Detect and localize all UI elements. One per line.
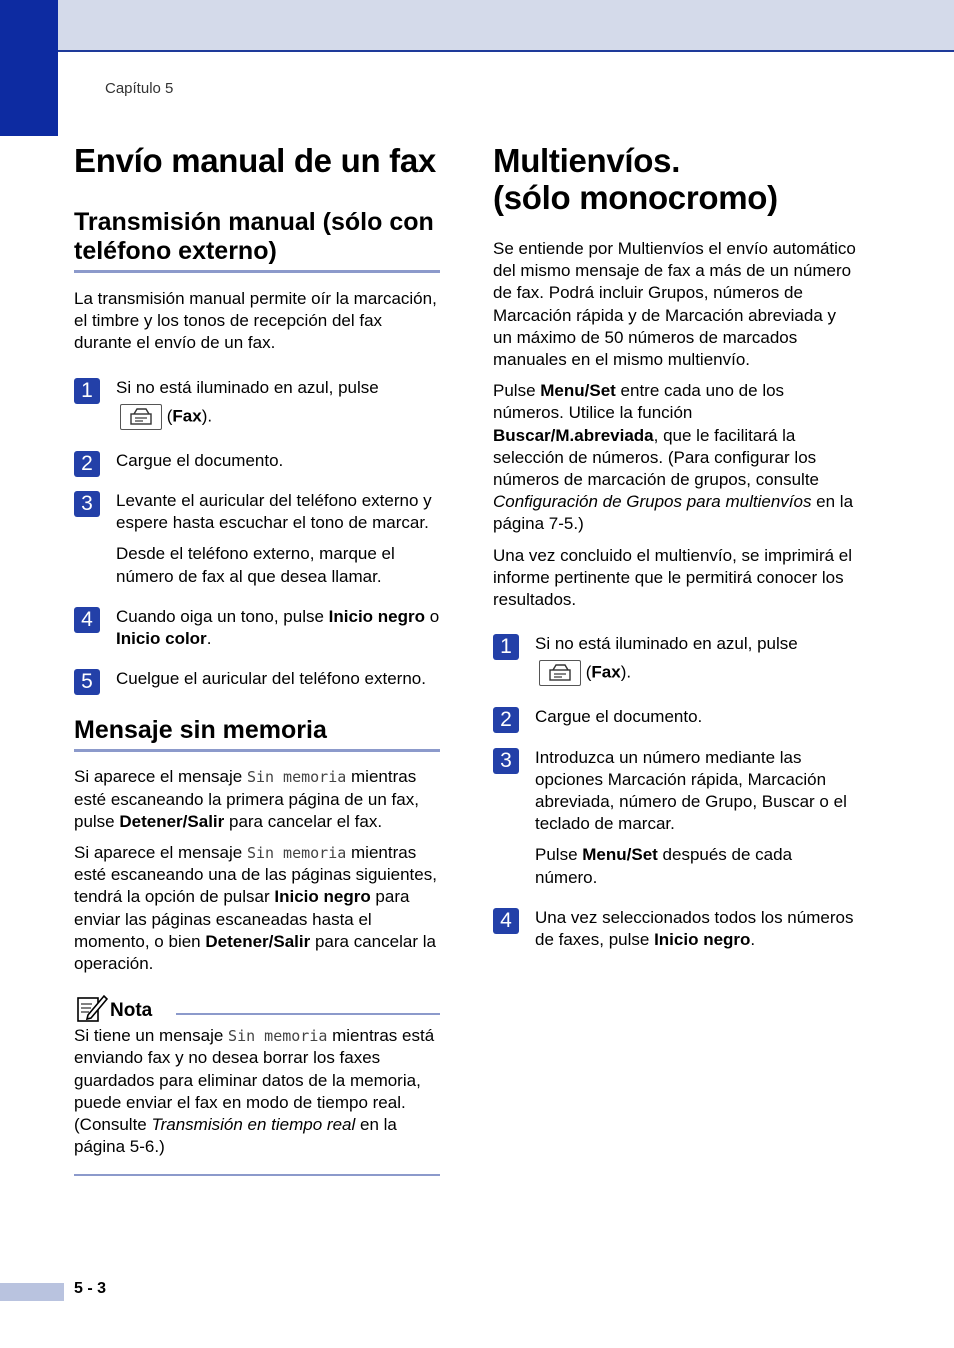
section-heading-out-of-memory: Mensaje sin memoria xyxy=(74,716,440,752)
section-heading-manual-transmission: Transmisión manual (sólo con teléfono externo) xyxy=(74,208,440,273)
chapter-tab-marker xyxy=(0,0,58,136)
step-text: Cargue el documento. xyxy=(116,450,284,470)
step-1 xyxy=(74,377,440,430)
manual-transmission-intro: La transmisión manual permite oír la marcación, el timbre y los tonos de recepción del fax durante el envío de un fax. xyxy=(74,289,437,353)
step-number: 5 xyxy=(74,669,100,695)
step-5 xyxy=(74,668,440,694)
step-text: Introduzca un número mediante las opciones Marcación rápida, Marcación abreviada, número de Grupo, Buscar o el teclado de marcar. xyxy=(535,747,847,834)
step-extra-text: Desde el teléfono externo, marque el número de fax al que desea llamar. xyxy=(116,544,395,586)
broadcast-intro: Se entiende por Multienvíos el envío automático del mismo mensaje de fax a más de un número de fax. Podrá incluir Grupos, números de Marcación rápida y de Marcación abreviada y un máximo de 50 números de marcados manuales en el mismo multienvío. xyxy=(493,239,856,370)
footer-bar xyxy=(0,1283,64,1301)
step-text: Si no está iluminado en azul, pulse xyxy=(116,377,379,397)
step-text: Si no está iluminado en azul, pulse xyxy=(535,634,798,654)
out-of-memory-paragraph-1: Si aparece el mensaje Sin memoria mientras esté escaneando la primera página de un fax, pulse Detener/Salir para cancelar el fax. xyxy=(74,767,419,831)
step-number: 4 xyxy=(74,607,100,633)
step-number: 3 xyxy=(493,748,519,774)
note-divider xyxy=(176,1013,440,1015)
step-extra-text: Pulse Menu/Set después de cada número. xyxy=(535,845,793,887)
step-number: 2 xyxy=(74,451,100,477)
note-end-divider xyxy=(74,1174,440,1176)
step-text: Una vez seleccionados todos los números de faxes, pulse Inicio negro. xyxy=(535,907,854,950)
fax-key-line: (Fax). xyxy=(116,404,440,430)
step-text: Cuelgue el auricular del teléfono externo. xyxy=(116,669,426,689)
note-header xyxy=(74,993,440,1027)
fax-key-line: (Fax). xyxy=(535,660,859,686)
step-number: 1 xyxy=(493,634,519,660)
step-text: Cargue el documento. xyxy=(535,707,703,727)
note-pencil-icon xyxy=(76,993,108,1028)
fax-key-icon xyxy=(539,660,581,686)
fax-key-label: Fax xyxy=(172,406,202,426)
broadcast-step-1 xyxy=(493,633,859,686)
note-text: Si tiene un mensaje Sin memoria mientras está enviando fax y no desea borrar los faxes guardados para eliminar datos de la memoria, puede enviar el fax en modo de tiempo real. (Consulte Transmisión en tiempo real en la página 5-6.) xyxy=(74,1026,435,1157)
broadcast-menu-set-paragraph: Pulse Menu/Set entre cada uno de los números. Utilice la función Buscar/M.abreviada, que le facilitará la selección de números. (Para configurar los números de marcación de grupos, consulte Configuración de Grupos para multienvíos en la página 7-5.) xyxy=(493,381,854,534)
fax-key-label: Fax xyxy=(591,662,621,682)
broadcast-step-3 xyxy=(493,747,859,889)
right-column xyxy=(493,142,859,951)
page-title-right: Multienvíos. (sólo monocromo) xyxy=(493,142,778,216)
step-number: 1 xyxy=(74,378,100,404)
broadcast-step-4 xyxy=(493,907,859,951)
step-4 xyxy=(74,606,440,650)
header-band xyxy=(0,0,954,52)
step-2 xyxy=(74,450,440,475)
step-number: 4 xyxy=(493,908,519,934)
broadcast-step-2 xyxy=(493,706,859,732)
broadcast-report-paragraph: Una vez concluido el multienvío, se imprimirá el informe pertinente que le permitirá conocer los resultados. xyxy=(493,545,853,610)
out-of-memory-paragraph-2: Si aparece el mensaje Sin memoria mientras esté escaneando una de las páginas siguientes, tendrá la opción de pulsar Inicio negro para enviar las páginas escaneadas hasta el momento, o bien Detener/Salir para cancelar la operación. xyxy=(74,843,437,974)
step-text: Cuando oiga un tono, pulse Inicio negro o Inicio color. xyxy=(116,606,440,649)
step-number: 2 xyxy=(493,707,519,733)
step-3 xyxy=(74,490,440,588)
left-column xyxy=(74,142,440,1176)
step-number: 3 xyxy=(74,491,100,517)
chapter-label: Capítulo 5 xyxy=(105,80,174,97)
page-number: 5 - 3 xyxy=(74,1280,107,1297)
page-title-left: Envío manual de un fax xyxy=(74,142,436,179)
step-text: Levante el auricular del teléfono externo y espere hasta escuchar el tono de marcar. xyxy=(116,491,432,533)
fax-key-icon xyxy=(120,404,162,430)
note-label: Nota xyxy=(110,1000,153,1022)
